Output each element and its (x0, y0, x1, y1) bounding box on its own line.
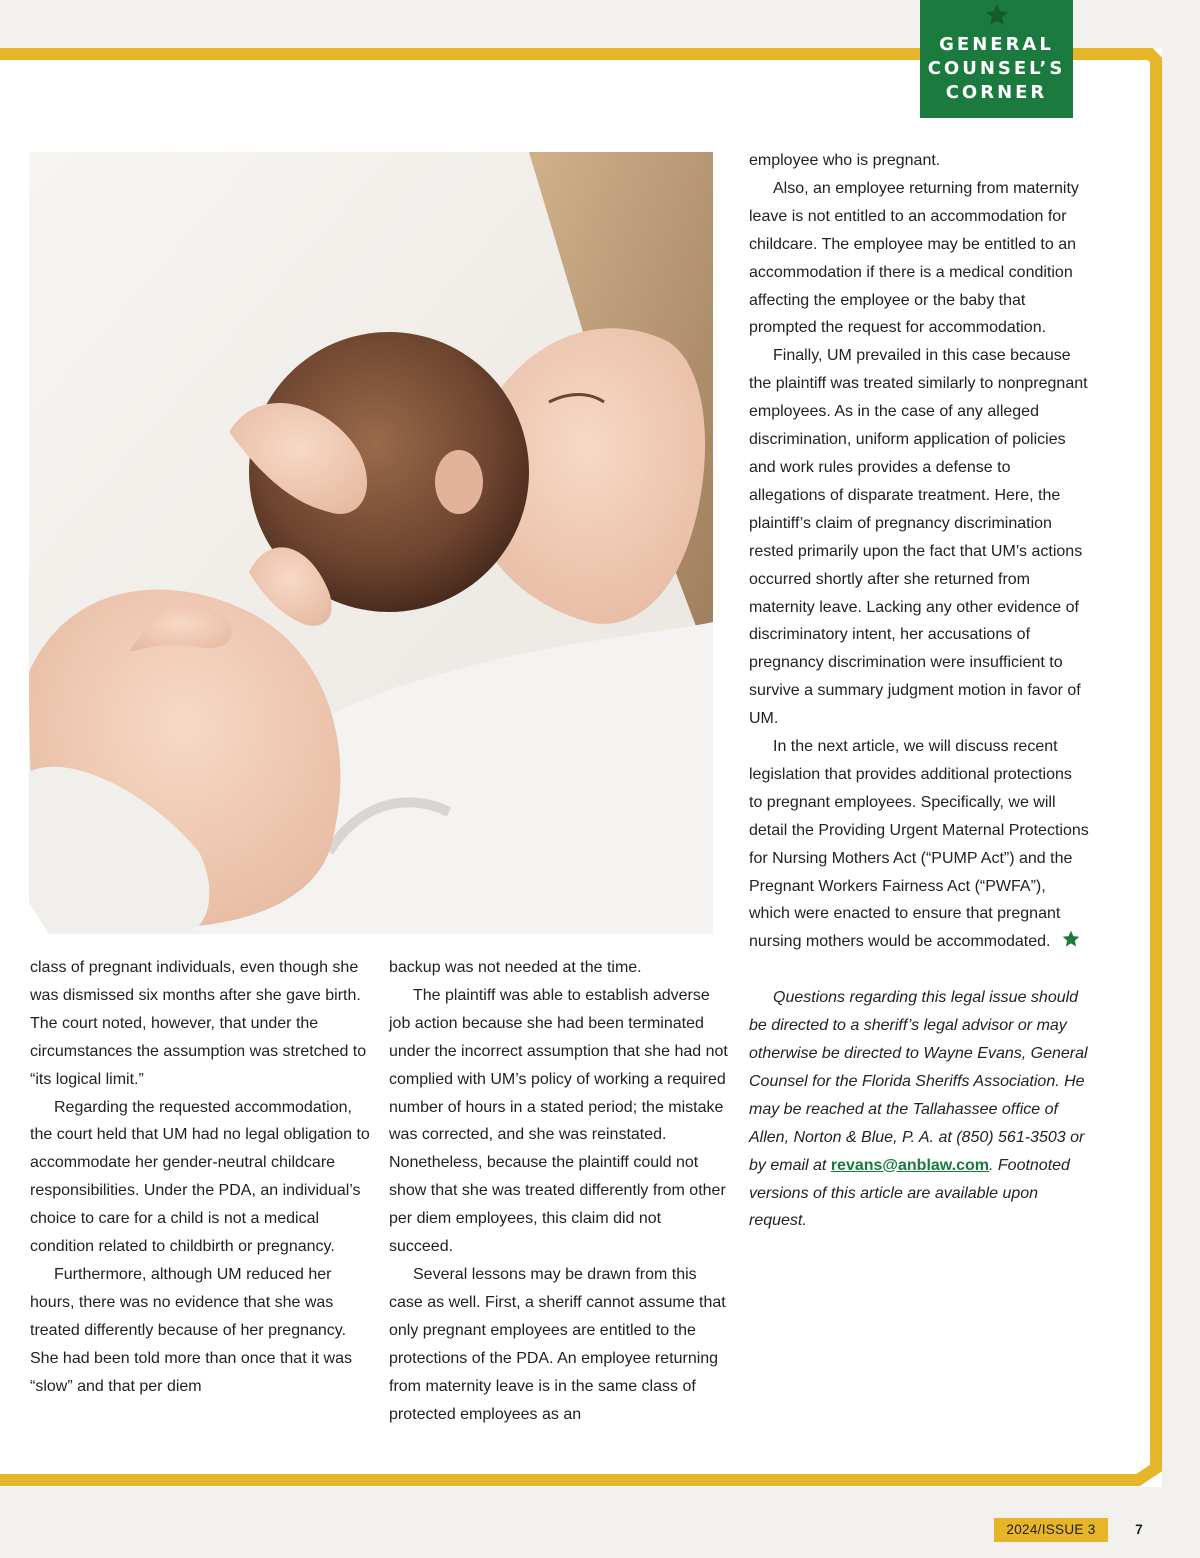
article-column-3 (749, 147, 1089, 1235)
paragraph: Also, an employee returning from maternity leave is not entitled to an accommodation for childcare. The employee may be entitled to an accommodation if there is a medical condition affecting the employee or the baby that prompted the request for accommodation. (749, 179, 1079, 337)
paragraph: backup was not needed at the time. (389, 959, 642, 976)
paragraph: Several lessons may be drawn from this case as well. First, a sheriff cannot assume that only pregnant employees are entitled to the protections of the PDA. An employee returning from maternity leave is in the same class of protected employees as an (389, 1265, 726, 1423)
closing-paragraph-text: In the next article, we will discuss recent legislation that provides additional protections to pregnant employees. Specifically, we will detail the Providing Urgent Maternal Protections for Nursing Mothers Act (“PUMP Act”) and the Pregnant Workers Fairness Act (“PWFA”), which were enacted to ensure that pregnant nursing mothers would be accommodated. (749, 738, 1089, 951)
mother-and-baby-photo (29, 152, 713, 934)
paragraph: Furthermore, although UM reduced her hours, there was no evidence that she was treated differently because of her pregnancy. She had been told more than once that it was “slow” and that per diem (30, 1265, 352, 1395)
star-icon (984, 2, 1010, 28)
article-column-2 (389, 954, 729, 1428)
section-title-line3: CORNER (945, 82, 1048, 103)
contact-note (749, 984, 1089, 1235)
issue-label: 2024/ISSUE 3 (994, 1518, 1108, 1542)
section-title-line1: GENERAL (939, 34, 1054, 55)
article-column-1 (30, 954, 370, 1401)
section-title-line2: COUNSEL’S (927, 58, 1066, 79)
section-title (920, 33, 1073, 105)
paragraph: Finally, UM prevailed in this case because the plaintiff was treated similarly to nonpregnant employees. As in the case of any alleged discrimination, uniform application of policies and work rules provides a defense to allegations of disparate treatment. Here, the plaintiff’s claim of pregnancy discrimination rested primarily upon the fact that UM’s actions occurred shortly after she returned from maternity leave. Lacking any other evidence of discriminatory intent, her accusations of pregnancy discrimination were insufficient to survive a summary judgment motion in favor of UM. (749, 347, 1088, 728)
paragraph: The plaintiff was able to establish adverse job action because she had been terminated under the incorrect assumption that she had not complied with UM’s policy of working a required number of hours in a stated period; the mistake was corrected, and she was reinstated. Nonetheless, because the plaintiff could not show that she was treated differently from other per diem employees, this claim did not succeed. (389, 986, 728, 1256)
email-link[interactable]: revans@anblaw.com (830, 1156, 989, 1174)
contact-note-text: Questions regarding this legal issue should be directed to a sheriff’s legal advisor or may otherwise be directed to Wayne Evans, General Counsel for the Florida Sheriffs Association. He may be reached at the Tallahassee office of Allen, Norton & Blue, P. A. at (850) 561-3503 or by email at (749, 989, 1088, 1174)
paragraph: class of pregnant individuals, even though she was dismissed six months after she gave birth. The court noted, however, that under the circumstances the assumption was stretched to “its logical limit.” (30, 959, 367, 1088)
paragraph (749, 733, 1089, 956)
page-number: 7 (1135, 1522, 1143, 1537)
paragraph: Regarding the requested accommodation, the court held that UM had no legal obligation to accommodate her gender-neutral childcare responsibilities. Under the PDA, an individual’s choice to care for a child is not a medical condition related to childbirth or pregnancy. (30, 1098, 370, 1256)
paragraph: employee who is pregnant. (749, 152, 941, 169)
star-icon (1061, 929, 1081, 949)
contact-note-text-end: . Footnoted versions of this article are available upon request. (749, 1156, 1070, 1230)
section-badge (920, 0, 1073, 118)
